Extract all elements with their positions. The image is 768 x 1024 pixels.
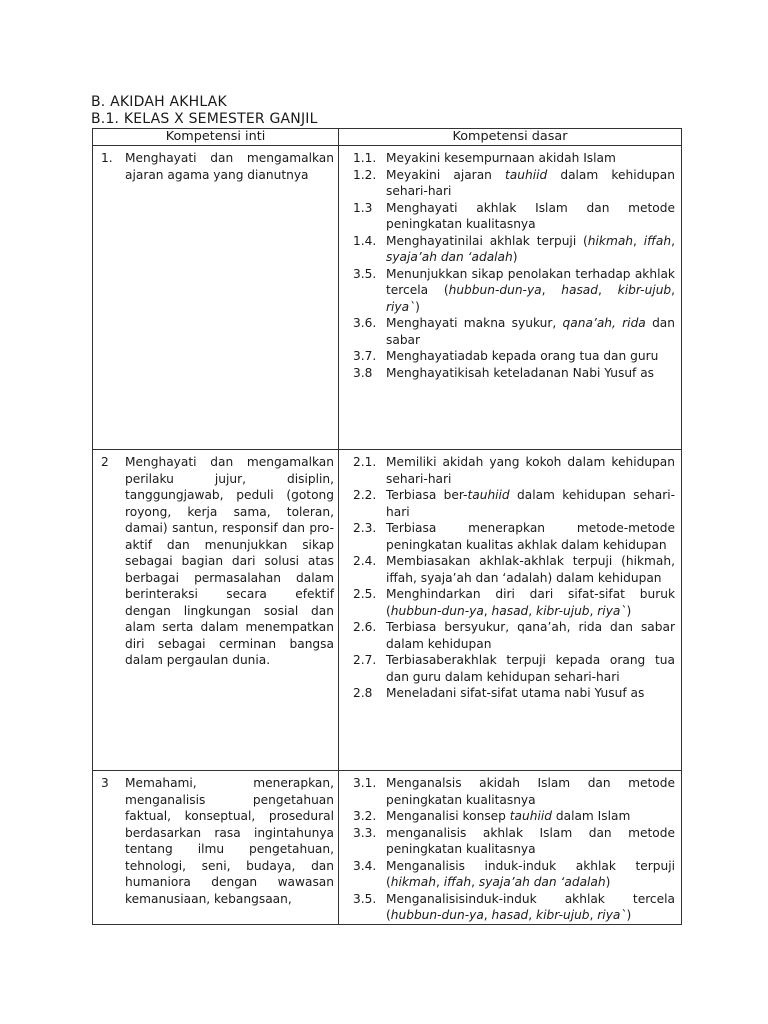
kompetensi-inti-cell (93, 450, 339, 771)
kd-number: 1.3 (353, 200, 373, 215)
kd-item (353, 775, 675, 808)
kd-text: Menganalisisinduk-induk akhlak tercela (hubbun-dun-ya, hasad, kibr-ujub, riya`) (386, 891, 675, 922)
kd-number: 3.8 (353, 365, 373, 380)
kd-number: 2.4. (353, 554, 377, 568)
kd-text: Menghindarkan diri dari sifat-sifat buruk (hubbun-dun-ya, hasad, kibr-ujub, riya`) (386, 587, 675, 618)
header-kompetensi-inti: Kompetensi inti (93, 129, 339, 146)
kd-number: 3.3. (353, 825, 377, 840)
kd-item (353, 553, 675, 586)
kd-text: Menunjukkan sikap penolakan terhadap akhlak tercela (hubbun-dun-ya, hasad, kibr-ujub, riya`) (386, 266, 676, 314)
kd-text: Meyakini ajaran tauhiid dalam kehidupan sehari-hari (386, 167, 675, 198)
competency-table (92, 128, 682, 925)
kd-text: Menghayatikisah keteladanan Nabi Yusuf as (386, 365, 655, 380)
kd-item (353, 586, 675, 619)
header-kompetensi-dasar: Kompetensi dasar (339, 129, 682, 146)
kompetensi-inti-cell (93, 771, 339, 925)
ki-item (93, 146, 338, 183)
kd-text: Menghayatinilai akhlak terpuji (hikmah, iffah, syaja’ah dan ‘adalah) (386, 233, 675, 264)
kd-text: Terbiasa bersyukur, qana’ah, rida dan sabar dalam kehidupan (386, 620, 675, 651)
ki-item (93, 771, 338, 907)
table-row (93, 771, 682, 925)
kd-number: 3.5. (353, 891, 377, 906)
kd-item (353, 200, 675, 233)
kd-item (353, 233, 675, 266)
kd-text: Menganalsis akidah Islam dan metode peningkatan kualitasnya (386, 776, 675, 807)
kd-item (353, 348, 675, 365)
kd-number: 3.4. (353, 858, 377, 873)
kd-item (353, 858, 675, 891)
kd-text: Menghayatiadab kepada orang tua dan guru (386, 349, 659, 363)
kd-list (339, 771, 681, 924)
kd-text: Terbiasa ber-tauhiid dalam kehidupan sehari-hari (386, 488, 675, 519)
ki-number: 2 (101, 455, 109, 469)
kd-text: Meneladani sifat-sifat utama nabi Yusuf as (386, 686, 645, 700)
kd-number: 3.2. (353, 809, 377, 823)
kd-number: 1.4. (353, 233, 377, 248)
kd-number: 3.5. (353, 266, 377, 281)
kd-number: 3.7. (353, 349, 377, 363)
kd-number: 3.6. (353, 316, 377, 330)
kompetensi-dasar-cell (339, 146, 682, 450)
kd-item (353, 266, 675, 316)
kd-item (353, 825, 675, 858)
kd-text: Meyakini kesempurnaan akidah Islam (386, 151, 616, 165)
kd-text: Menghayati makna syukur, qana’ah, rida dan sabar (386, 316, 675, 347)
kd-item (353, 454, 675, 487)
ki-number: 3 (101, 776, 109, 790)
kd-number: 2.8 (353, 686, 373, 700)
table-row (93, 146, 682, 450)
kd-text: Membiasakan akhlak-akhlak terpuji (hikmah, iffah, syaja’ah dan ‘adalah) dalam kehidupan (386, 554, 675, 585)
kd-item (353, 685, 675, 702)
table-header-row (93, 129, 682, 146)
kd-item (353, 167, 675, 200)
kd-text: Menganalisis induk-induk akhlak terpuji (hikmah, iffah, syaja’ah dan ‘adalah) (386, 858, 675, 889)
kd-list (339, 450, 681, 702)
kd-number: 2.7. (353, 653, 377, 667)
kompetensi-dasar-cell (339, 771, 682, 925)
kd-item (353, 150, 675, 167)
kd-item (353, 520, 675, 553)
kd-item (353, 891, 675, 924)
kd-text: Menghayati akhlak Islam dan metode peningkatan kualitasnya (386, 200, 675, 231)
kd-number: 1.2. (353, 167, 377, 182)
kd-list (339, 146, 681, 381)
kd-text: Terbiasaberakhlak terpuji kepada orang tua dan guru dalam kehidupan sehari-hari (386, 653, 675, 684)
ki-text: Menghayati dan mengamalkan perilaku jujur, disiplin, tanggungjawab, peduli (gotong royong, kerja sama, toleran, damai) santun, responsif dan pro-aktif dan menunjukkan sikap sebagai bagian dari solusi atas berbagai permasalahan dalam berinteraksi secara efektif dengan lingkungan sosial dan alam serta dalam menempatkan diri sebagai cerminan bangsa dalam pergaulan dunia. (125, 455, 334, 667)
ki-number: 1. (101, 151, 113, 165)
kd-text: Menganalisi konsep tauhiid dalam Islam (386, 809, 631, 823)
kompetensi-dasar-cell (339, 450, 682, 771)
section-heading: B. AKIDAH AKHLAK (91, 94, 227, 110)
kd-item (353, 487, 675, 520)
section-subheading: B.1. KELAS X SEMESTER GANJIL (91, 111, 318, 127)
kd-number: 3.1. (353, 776, 377, 790)
kd-number: 2.5. (353, 587, 377, 601)
kd-item (353, 315, 675, 348)
kd-number: 2.2. (353, 488, 377, 502)
kd-item (353, 808, 675, 825)
ki-item (93, 450, 338, 669)
kd-number: 2.1. (353, 455, 377, 469)
kd-text: menganalisis akhlak Islam dan metode peningkatan kualitasnya (386, 825, 675, 856)
kd-text: Terbiasa menerapkan metode-metode peningkatan kualitas akhlak dalam kehidupan (386, 521, 675, 552)
kompetensi-inti-cell (93, 146, 339, 450)
kd-number: 1.1. (353, 151, 377, 165)
ki-text: Menghayati dan mengamalkan ajaran agama yang dianutnya (125, 151, 334, 182)
kd-item (353, 652, 675, 685)
table-row (93, 450, 682, 771)
kd-text: Memiliki akidah yang kokoh dalam kehidupan sehari-hari (386, 455, 675, 486)
kd-item (353, 365, 675, 382)
kd-item (353, 619, 675, 652)
kd-number: 2.6. (353, 620, 377, 634)
ki-text: Memahami, menerapkan, menganalisis pengetahuan faktual, konseptual, prosedural berdasarkan rasa ingintahunya tentang ilmu pengetahuan, tehnologi, seni, budaya, dan humaniora dengan wawasan kemanusiaan, kebangsaan, (125, 776, 334, 906)
kd-number: 2.3. (353, 521, 377, 535)
